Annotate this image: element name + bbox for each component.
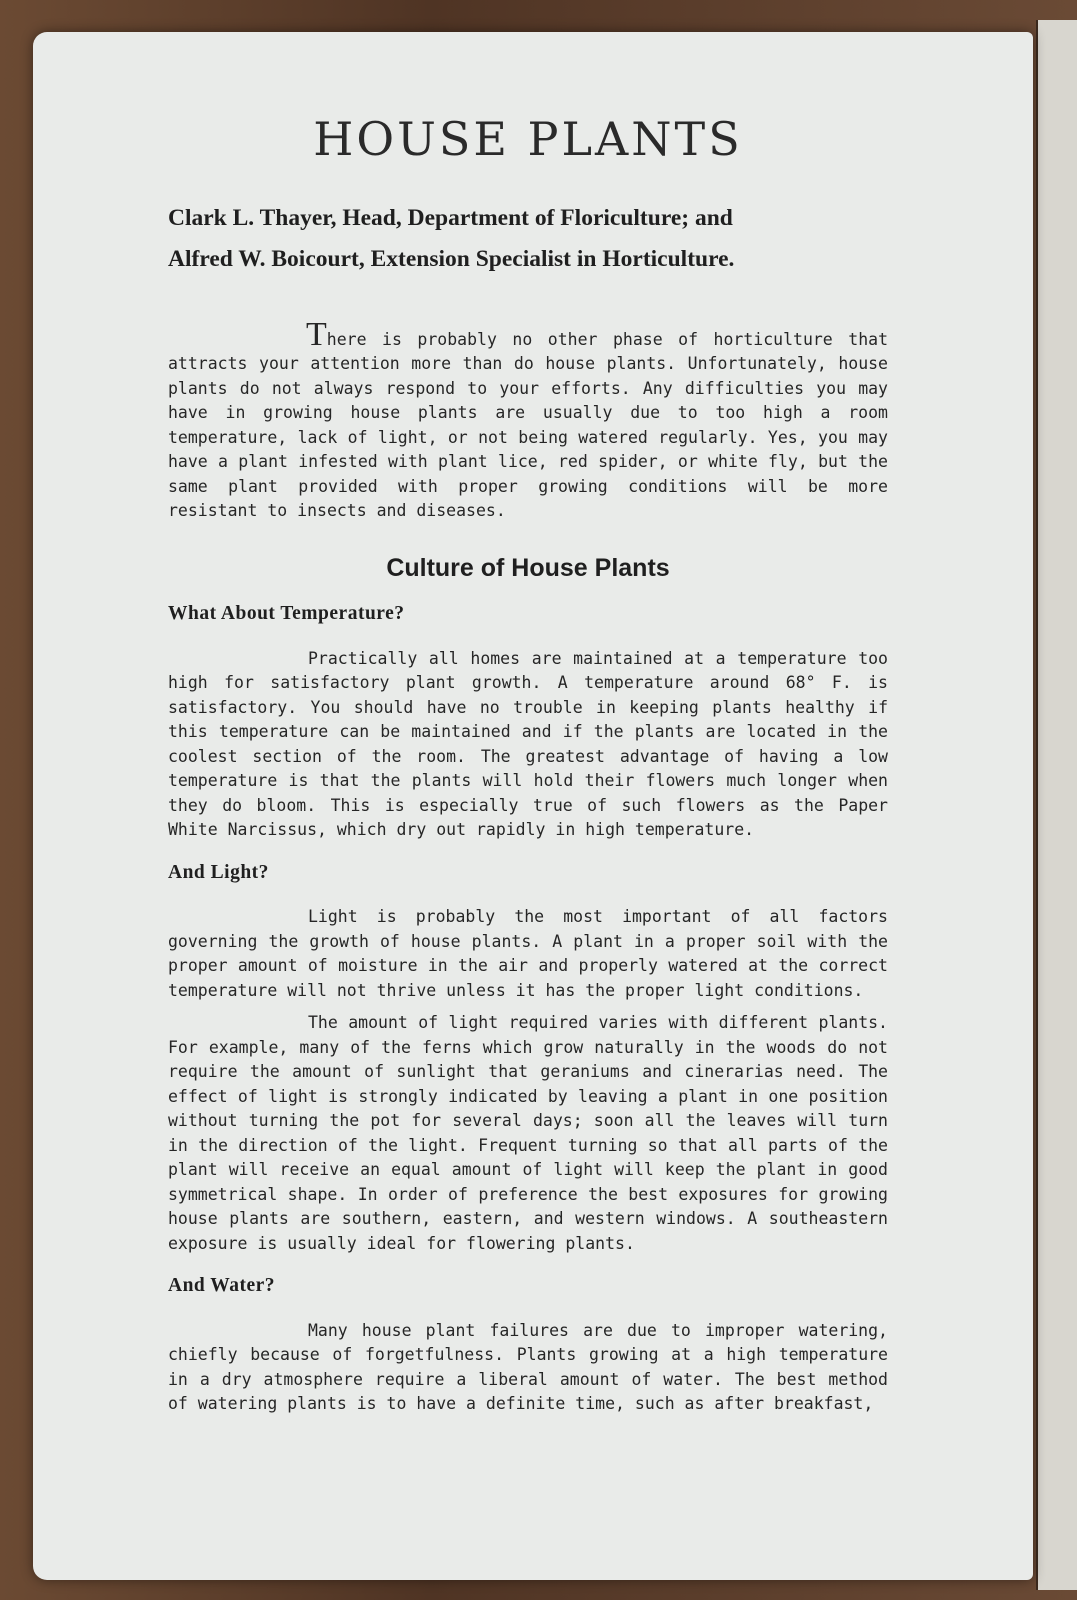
- light-heading: And Light?: [168, 861, 269, 883]
- author-line-2: Alfred W. Boicourt, Extension Specialist in Horticulture.: [168, 245, 735, 272]
- page-content: [168, 112, 888, 1431]
- water-paragraph: Many house plant failures are due to improper watering, chiefly because of forgetfulness. Plants growing at a high temperature in a dry atmosphere require a liberal amount of water. The best method of watering plants is to have a definite time, such as after breakfast,: [168, 1320, 888, 1413]
- section-heading: Culture of House Plants: [386, 553, 670, 582]
- temperature-heading: What About Temperature?: [168, 603, 405, 624]
- drop-cap: T: [306, 315, 327, 353]
- intro-text: here is probably no other phase of horticulture that attracts your attention more than do house plants. Unfortunately, house plants do not always respond to your efforts. Any difficulties you may have in growing house plants are usually due to too high a room temperature, lack of light, or not being watered regularly. Yes, you may have a plant infested with plant lice, red spider, or white fly, but the same plant provided with proper growing conditions will be more resistant to insects and diseases.: [168, 329, 888, 520]
- light-paragraph-2: The amount of light required varies with different plants. For example, many of the ferns which grow naturally in the woods do not require the amount of sunlight that geraniums and cinerarias need. The effect of light is strongly indicated by leaving a plant in one position without turning the pot for several days; soon all the leaves will turn in the direction of the light. Frequent turning so that all parts of the plant will receive an equal amount of light will keep the plant in good symmetrical shape. In order of preference the best exposures for growing house plants are southern, eastern, and western windows. A southeastern exposure is usually ideal for flowering plants.: [168, 1013, 888, 1253]
- document-page: [33, 32, 1033, 1580]
- author-byline: [168, 198, 888, 280]
- author-line-1: Clark L. Thayer, Head, Department of Floriculture; and: [168, 204, 733, 231]
- temperature-paragraph: Practically all homes are maintained at a temperature too high for satisfactory plant growth. A temperature around 68° F. is satisfactory. You should have no trouble in keeping plants healthy if this temperature can be maintained and if the plants are located in the coolest section of the room. The greatest advantage of having a low temperature is that the plants will hold their flowers much longer when they do bloom. This is especially true of such flowers as the Paper White Narcissus, which dry out rapidly in high temperature.: [168, 648, 888, 839]
- water-heading: And Water?: [168, 1275, 276, 1296]
- page-title: HOUSE PLANTS: [313, 112, 743, 166]
- adjacent-page-edge: [1036, 20, 1077, 1590]
- intro-paragraph: [168, 315, 888, 524]
- light-paragraph-1: Light is probably the most important of all factors governing the growth of house plants. A plant in a proper soil with the proper amount of moisture in the air and properly watered at the correct temperature will not thrive unless it has the proper light conditions.: [168, 907, 888, 1000]
